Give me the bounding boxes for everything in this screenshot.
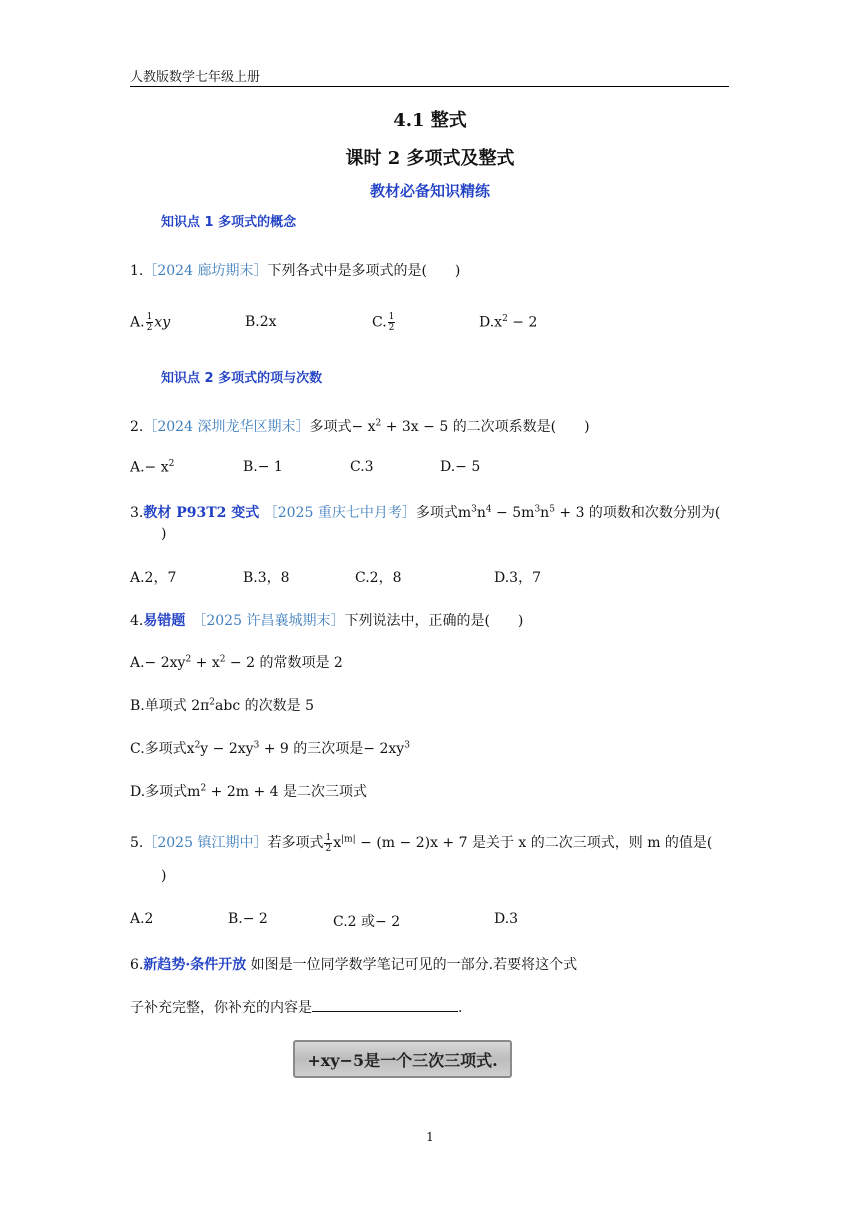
option-b: B.3，8: [243, 570, 290, 586]
option-c: C.2 或− 2: [333, 914, 401, 930]
option-a: A. $\frac{1}{2}$ xy: [130, 312, 171, 333]
question-1: [130, 260, 460, 280]
question-3-cont: ): [161, 526, 167, 542]
option-c: C.多项式$x^2y - 2xy^3 + 9$ 的三次项是− $2xy^3$: [130, 740, 410, 757]
option-a: $A.- x^2$: [130, 459, 175, 476]
question-source: ［2024 廊坊期末］: [143, 263, 268, 279]
knowledge-point-1: 知识点 1 多项式的概念: [161, 215, 297, 230]
question-number: 1.: [130, 263, 144, 279]
option-d: D.− 5: [440, 459, 481, 475]
option-d: D.3，7: [494, 570, 541, 586]
option-a: $A.- 2xy^2 + x^2 - 2$ 的常数项是 2: [130, 654, 343, 671]
option-b: B.2x: [245, 314, 277, 330]
option-c: C.2，8: [355, 570, 402, 586]
option-a: A.2，7: [130, 570, 177, 586]
option-c: C.3: [350, 459, 374, 475]
knowledge-point-2: 知识点 2 多项式的项与次数: [161, 371, 323, 386]
question-5: 5.［2025 镇江期中］若多项式 $\frac{1}{2}$ $x^{|m|} - (m - 2)x + 7$ 是关于 x 的二次三项式，则 m 的值是(: [130, 832, 713, 854]
lesson-title: 课时 2 多项式及整式: [345, 148, 515, 169]
subtitle: 教材必备知识精练: [369, 182, 490, 200]
question-source: ［2024 深圳龙华区期末］: [143, 419, 310, 435]
fraction: $\frac{1}{2}$: [388, 312, 395, 333]
notebook-image: [293, 1040, 512, 1078]
question-source: ［2025 许昌襄城期末］: [199, 613, 345, 629]
question-6: 6.新趋势·条件开放 如图是一位同学数学笔记可见的一部分.若要将这个式: [130, 957, 578, 973]
fraction: $\frac{1}{2}$: [146, 312, 153, 333]
header-rule: [130, 86, 729, 87]
question-tag: 新趋势·条件开放: [143, 957, 247, 973]
question-source: ［2025 镇江期中］: [143, 835, 268, 851]
page-number: 1: [426, 1130, 434, 1144]
question-tag: 易错题: [143, 613, 186, 629]
option-d: $D.x^2 - 2$: [479, 314, 538, 331]
answer-blank[interactable]: [312, 999, 458, 1012]
question-4: 4.易错题 ［2025 许昌襄城期末］下列说法中，正确的是( ): [130, 613, 524, 629]
question-3: 3.教材 P93T2 变式 ［2025 重庆七中月考］多项式$m^3n^4 - 5m^3n^5 + 3$ 的项数和次数分别为(: [130, 504, 721, 521]
question-source: ［2025 重庆七中月考］: [263, 505, 416, 521]
option-b: B.单项式 $2\pi^2abc$ 的次数是 5: [130, 697, 314, 714]
question-stem: 下列各式中是多项式的是( ): [267, 263, 461, 279]
question-2: 2.［2024 深圳龙华区期末］多项式− $x^2 + 3x - 5$ 的二次项系数是( ): [130, 418, 590, 435]
option-d: D.3: [494, 911, 519, 927]
option-b: B.− 2: [228, 911, 268, 927]
section-title: 4.1 整式: [393, 110, 467, 131]
option-c: C. $\frac{1}{2}$: [372, 312, 395, 333]
option-d: D.多项式$m^2 + 2m + 4$ 是二次三项式: [130, 783, 367, 800]
option-b: B.− 1: [243, 459, 283, 475]
fraction: $\frac{1}{2}$: [325, 832, 332, 854]
question-6-line2: 子补充完整，你补充的内容是 .: [130, 1000, 463, 1016]
option-a: A.2: [130, 911, 154, 927]
notebook-text: +xy−5是一个三次三项式.: [307, 1050, 498, 1070]
question-5-cont: ): [161, 868, 167, 884]
page-header: 人教版数学七年级上册: [130, 70, 261, 85]
question-tag: 教材 P93T2 变式: [143, 505, 260, 521]
